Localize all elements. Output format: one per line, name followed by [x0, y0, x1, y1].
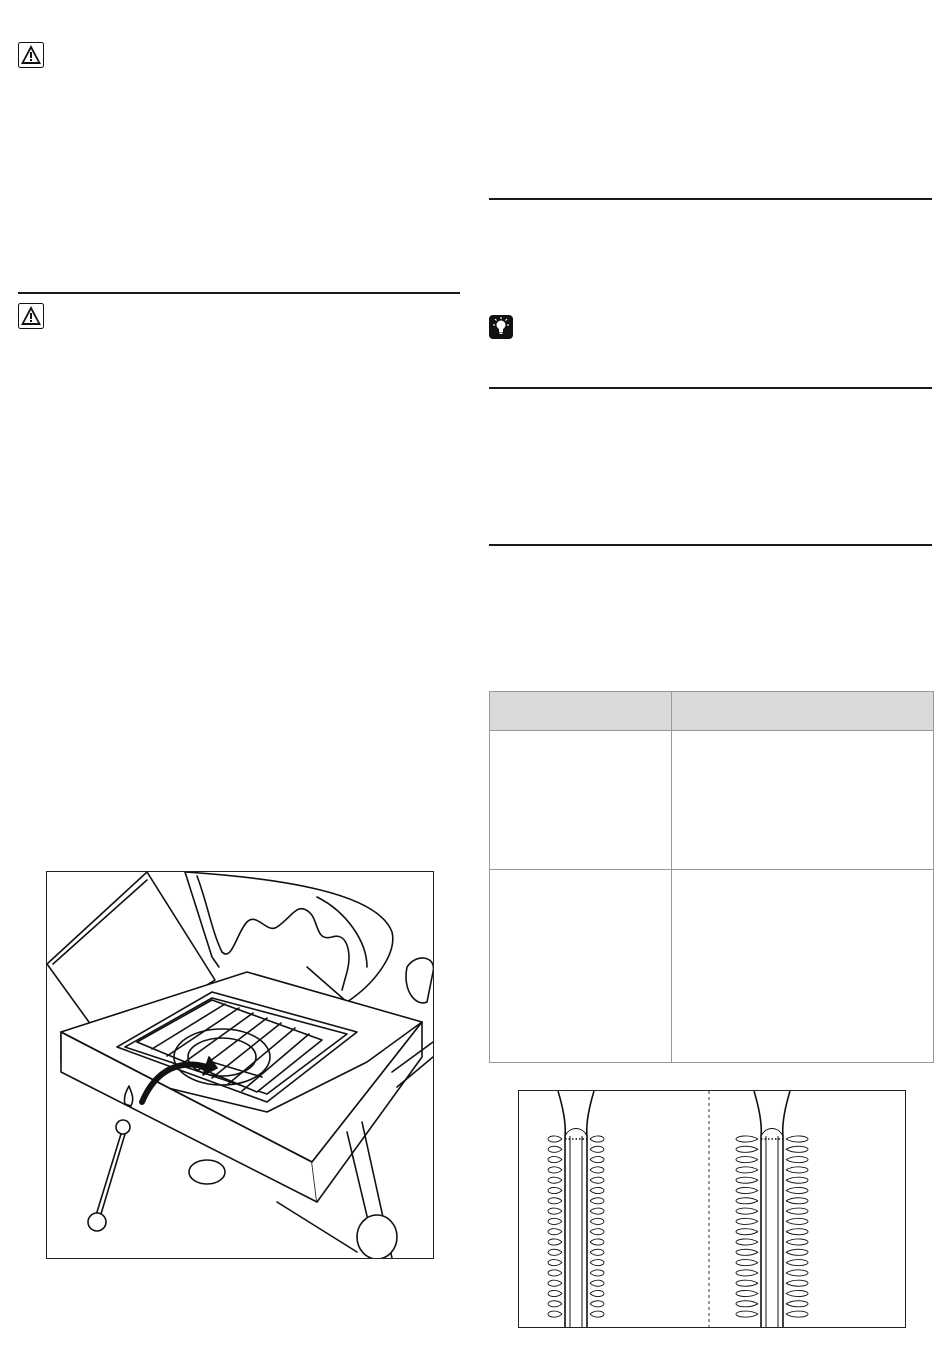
- flame-right: [786, 1136, 808, 1142]
- flame-left: [548, 1136, 562, 1142]
- flame-right: [786, 1198, 808, 1204]
- flame-right: [590, 1146, 604, 1152]
- info-table: [489, 691, 934, 1063]
- flame-left: [736, 1311, 758, 1317]
- flame-right: [590, 1177, 604, 1183]
- flame-left: [736, 1290, 758, 1296]
- flame-left: [736, 1239, 758, 1245]
- table-header-row: [490, 692, 934, 731]
- flame-right: [590, 1218, 604, 1224]
- burner-tube: [548, 1091, 604, 1327]
- flame-right: [590, 1167, 604, 1173]
- lightbulb-icon: [489, 315, 513, 339]
- flame-left: [736, 1157, 758, 1163]
- flame-left: [736, 1208, 758, 1214]
- burner-tubes-illustration: [518, 1090, 906, 1328]
- table-cell: [672, 731, 934, 870]
- flame-right: [590, 1311, 604, 1317]
- flame-left: [736, 1249, 758, 1255]
- flame-right: [590, 1208, 604, 1214]
- flame-left: [736, 1136, 758, 1142]
- section-divider: [18, 292, 460, 294]
- flame-left: [736, 1229, 758, 1235]
- flame-left: [548, 1280, 562, 1286]
- flame-left: [736, 1187, 758, 1193]
- flame-right: [786, 1208, 808, 1214]
- table-row: [490, 731, 934, 870]
- burner-tube: [736, 1091, 808, 1327]
- flame-right: [786, 1270, 808, 1276]
- flame-left: [736, 1280, 758, 1286]
- flame-right: [590, 1260, 604, 1266]
- flame-left: [548, 1260, 562, 1266]
- flame-right: [786, 1260, 808, 1266]
- flame-left: [548, 1146, 562, 1152]
- flame-right: [786, 1280, 808, 1286]
- section-divider: [489, 544, 932, 546]
- flame-right: [786, 1301, 808, 1307]
- table-cell: [490, 731, 672, 870]
- flame-left: [736, 1167, 758, 1173]
- flame-left: [736, 1260, 758, 1266]
- flame-right: [590, 1290, 604, 1296]
- flame-right: [786, 1177, 808, 1183]
- table-header-cell: [672, 692, 934, 731]
- flame-left: [548, 1290, 562, 1296]
- flame-right: [786, 1187, 808, 1193]
- flame-right: [786, 1249, 808, 1255]
- flame-left: [548, 1218, 562, 1224]
- flame-left: [548, 1187, 562, 1193]
- grill-illustration: [46, 871, 434, 1259]
- flame-left: [736, 1270, 758, 1276]
- flame-left: [548, 1239, 562, 1245]
- flame-right: [590, 1249, 604, 1255]
- flame-right: [786, 1229, 808, 1235]
- flame-right: [590, 1229, 604, 1235]
- flame-left: [548, 1311, 562, 1317]
- table-header-cell: [490, 692, 672, 731]
- flame-right: [786, 1157, 808, 1163]
- flame-left: [548, 1177, 562, 1183]
- flame-right: [590, 1239, 604, 1245]
- flame-right: [590, 1301, 604, 1307]
- flame-right: [590, 1270, 604, 1276]
- flame-left: [736, 1218, 758, 1224]
- flame-right: [590, 1136, 604, 1142]
- flame-right: [786, 1311, 808, 1317]
- flame-left: [736, 1146, 758, 1152]
- flame-left: [548, 1229, 562, 1235]
- flame-right: [786, 1146, 808, 1152]
- flame-left: [548, 1249, 562, 1255]
- flame-left: [548, 1167, 562, 1173]
- warning-triangle-icon: [18, 42, 44, 68]
- flame-left: [548, 1270, 562, 1276]
- flame-right: [786, 1167, 808, 1173]
- warning-triangle-icon: [18, 303, 44, 329]
- section-divider: [489, 387, 932, 389]
- flame-left: [548, 1157, 562, 1163]
- flame-right: [786, 1290, 808, 1296]
- flame-left: [548, 1301, 562, 1307]
- flame-left: [736, 1198, 758, 1204]
- flame-left: [736, 1301, 758, 1307]
- flame-right: [786, 1239, 808, 1245]
- section-divider: [489, 198, 932, 200]
- flame-right: [590, 1198, 604, 1204]
- flame-left: [548, 1198, 562, 1204]
- flame-right: [590, 1187, 604, 1193]
- flame-right: [786, 1218, 808, 1224]
- table-cell: [672, 870, 934, 1063]
- table-row: [490, 870, 934, 1063]
- flame-right: [590, 1280, 604, 1286]
- table-cell: [490, 870, 672, 1063]
- flame-left: [548, 1208, 562, 1214]
- flame-right: [590, 1157, 604, 1163]
- flame-left: [736, 1177, 758, 1183]
